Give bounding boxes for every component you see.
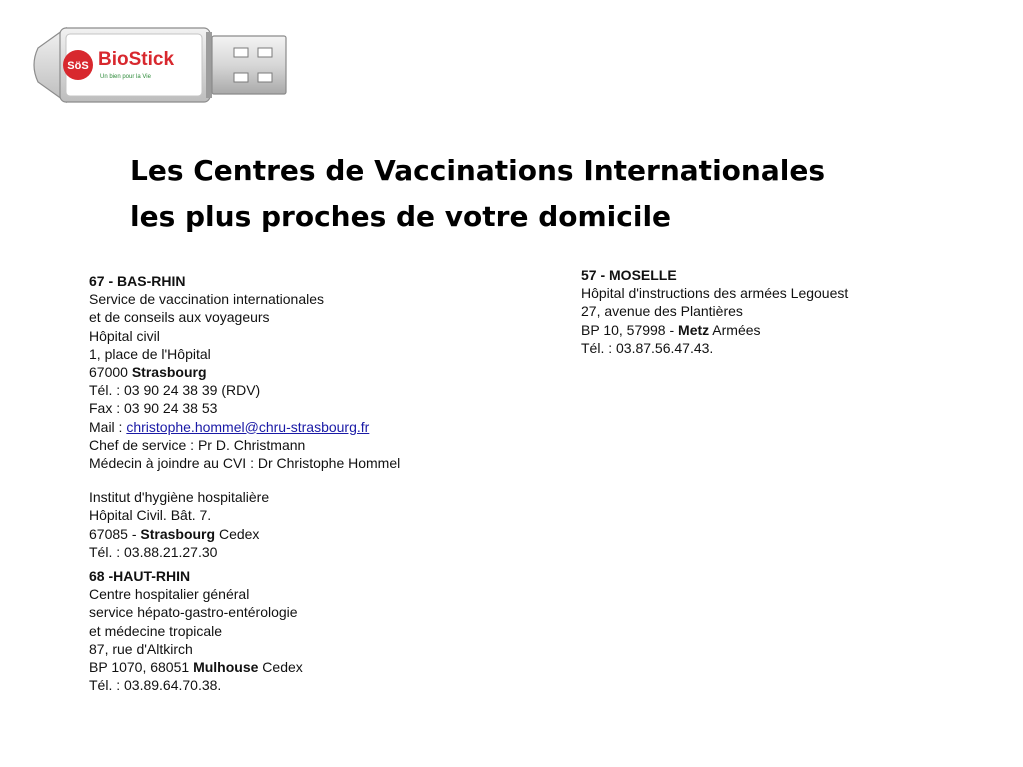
city-name: Strasbourg xyxy=(131,364,207,381)
title-line-2: les plus proches de votre domicile xyxy=(130,200,672,233)
mail-label: Mail : xyxy=(89,418,127,435)
cedex: Armées xyxy=(709,321,761,338)
institut-city-line xyxy=(89,525,400,543)
bas-rhin-mail-line xyxy=(89,418,400,436)
haut-rhin-section xyxy=(89,567,400,694)
institut-phone: Tél. : 03.88.21.27.30 xyxy=(89,543,218,560)
logo-tagline: Un bien pour la Vie xyxy=(100,74,151,80)
city-name: Metz xyxy=(678,321,710,338)
postcode: BP 10, 57998 - xyxy=(581,321,679,338)
bas-rhin-line: Hôpital civil xyxy=(89,327,160,344)
email-link[interactable]: christophe.hommel@chru-strasbourg.fr xyxy=(126,418,370,435)
moselle-phone: Tél. : 03.87.56.47.43. xyxy=(581,339,714,356)
bas-rhin-line: et de conseils aux voyageurs xyxy=(89,309,270,326)
biostick-usb-logo xyxy=(28,20,290,110)
cedex: Cedex xyxy=(215,525,260,542)
logo-brand-text: BioStick xyxy=(98,49,175,70)
bas-rhin-line: Chef de service : Pr D. Christmann xyxy=(89,436,306,453)
institut-line: Hôpital Civil. Bât. 7. xyxy=(89,507,212,524)
bas-rhin-line: Service de vaccination internationales xyxy=(89,291,325,308)
bas-rhin-phone: Tél. : 03 90 24 38 39 (RDV) xyxy=(89,382,261,399)
bas-rhin-fax: Fax : 03 90 24 38 53 xyxy=(89,400,218,417)
bas-rhin-line: Médecin à joindre au CVI : Dr Christophe Hommel xyxy=(89,455,401,472)
city-name: Strasbourg xyxy=(140,525,216,542)
bas-rhin-city-line xyxy=(89,363,400,381)
institut-line: Institut d'hygiène hospitalière xyxy=(89,489,270,506)
haut-rhin-heading: 68 -HAUT-RHIN xyxy=(89,568,191,585)
postcode: BP 1070, 68051 xyxy=(89,659,194,676)
moselle-city-line xyxy=(581,321,848,339)
haut-rhin-city-line xyxy=(89,658,400,676)
cedex: Cedex xyxy=(258,659,303,676)
moselle-line: 27, avenue des Plantières xyxy=(581,303,743,320)
right-column xyxy=(581,266,848,357)
institut-section xyxy=(89,488,400,561)
left-column xyxy=(89,272,400,694)
haut-rhin-line: service hépato-gastro-entérologie xyxy=(89,604,298,621)
bas-rhin-line: 1, place de l'Hôpital xyxy=(89,345,211,362)
haut-rhin-line: Centre hospitalier général xyxy=(89,586,250,603)
haut-rhin-phone: Tél. : 03.89.64.70.38. xyxy=(89,677,222,694)
bas-rhin-section xyxy=(89,272,400,472)
city-name: Mulhouse xyxy=(193,659,259,676)
haut-rhin-line: et médecine tropicale xyxy=(89,622,223,639)
postcode: 67085 - xyxy=(89,525,141,542)
title-line-1: Les Centres de Vaccinations Internationales xyxy=(130,154,825,187)
moselle-line: Hôpital d'instructions des armées Legouest xyxy=(581,285,849,302)
logo-sos-text: SöS xyxy=(67,60,89,72)
bas-rhin-heading: 67 - BAS-RHIN xyxy=(89,273,186,289)
haut-rhin-line: 87, rue d'Altkirch xyxy=(89,640,193,657)
postcode: 67000 xyxy=(89,364,132,381)
moselle-heading: 57 - MOSELLE xyxy=(581,267,677,283)
moselle-section xyxy=(581,266,848,357)
page-title xyxy=(130,148,990,240)
